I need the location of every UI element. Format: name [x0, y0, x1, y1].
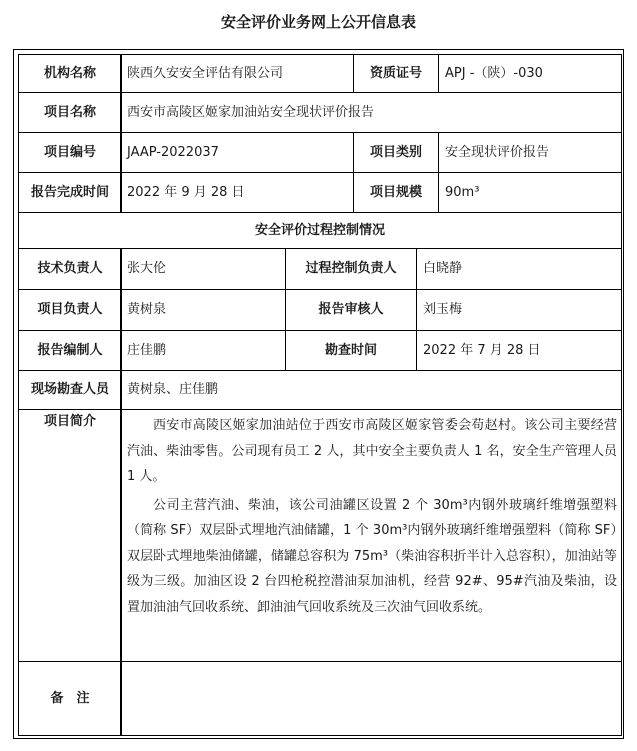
survey-time-label: 勘查时间 — [285, 330, 417, 371]
process-control-label: 过程控制负责人 — [285, 248, 417, 290]
project-scale-label: 项目规模 — [353, 172, 439, 213]
project-name-label: 项目名称 — [18, 92, 122, 133]
intro-paragraph-2: 公司主营汽油、柴油，该公司油罐区设置 2 个 30m³内钢外玻璃纤维增强塑料（简称 SF）双层卧式埋地汽油储罐，1 个 30m³内钢外玻璃纤维增强塑料（简称 SF）双层卧式埋地柴油储罐，储罐总容积为 75m³（柴油容积折半计入总容积），加油站等级为三级。加油区设 2 台四枪税控潜油泵加油机，经营 92#、95#汽油及柴油，设置加油油气回收系统、卸油油气回收系统及三次油气回收系统。 — [127, 497, 617, 615]
project-name-value: 西安市高陵区姬家加油站安全现状评价报告 — [120, 92, 622, 133]
tech-lead-value: 张大伦 — [120, 248, 286, 290]
report-author-value: 庄佳鹏 — [120, 330, 286, 371]
tech-lead-label: 技术负责人 — [18, 248, 122, 290]
project-intro-body — [120, 409, 622, 662]
org-name-label: 机构名称 — [18, 54, 122, 93]
page-title: 安全评价业务网上公开信息表 — [220, 13, 416, 31]
report-reviewer-value: 刘玉梅 — [416, 289, 622, 331]
project-type-value: 安全现状评价报告 — [438, 132, 622, 173]
info-table — [13, 49, 624, 739]
project-code-value: JAAP-2022037 — [120, 132, 354, 173]
finish-time-label: 报告完成时间 — [18, 172, 122, 213]
intro-paragraph-1: 西安市高陵区姬家加油站位于西安市高陵区姬家管委会苟赵村。该公司主要经营汽油、柴油零售。公司现有员工 2 人，其中安全主要负责人 1 名，安全生产管理人员 1 人。 — [127, 418, 617, 484]
survey-time-value: 2022 年 7 月 28 日 — [416, 330, 622, 371]
org-name-value: 陕西久安安全评估有限公司 — [120, 54, 354, 93]
project-manager-value: 黄树泉 — [120, 289, 286, 331]
remarks-value — [120, 661, 622, 736]
process-heading: 安全评价过程控制情况 — [18, 212, 622, 249]
report-reviewer-label: 报告审核人 — [285, 289, 417, 331]
finish-time-value: 2022 年 9 月 28 日 — [120, 172, 354, 213]
remarks-label: 备 注 — [18, 661, 122, 736]
project-scale-value: 90m³ — [438, 172, 622, 213]
project-code-label: 项目编号 — [18, 132, 122, 173]
project-manager-label: 项目负责人 — [18, 289, 122, 331]
project-intro-label: 项目简介 — [18, 409, 122, 662]
project-type-label: 项目类别 — [353, 132, 439, 173]
process-control-value: 白晓静 — [416, 248, 622, 290]
cert-label: 资质证号 — [353, 54, 439, 93]
report-author-label: 报告编制人 — [18, 330, 122, 371]
cert-value: APJ -（陕）-030 — [438, 54, 622, 93]
site-survey-label: 现场勘查人员 — [18, 370, 122, 410]
site-survey-value: 黄树泉、庄佳鹏 — [120, 370, 622, 410]
